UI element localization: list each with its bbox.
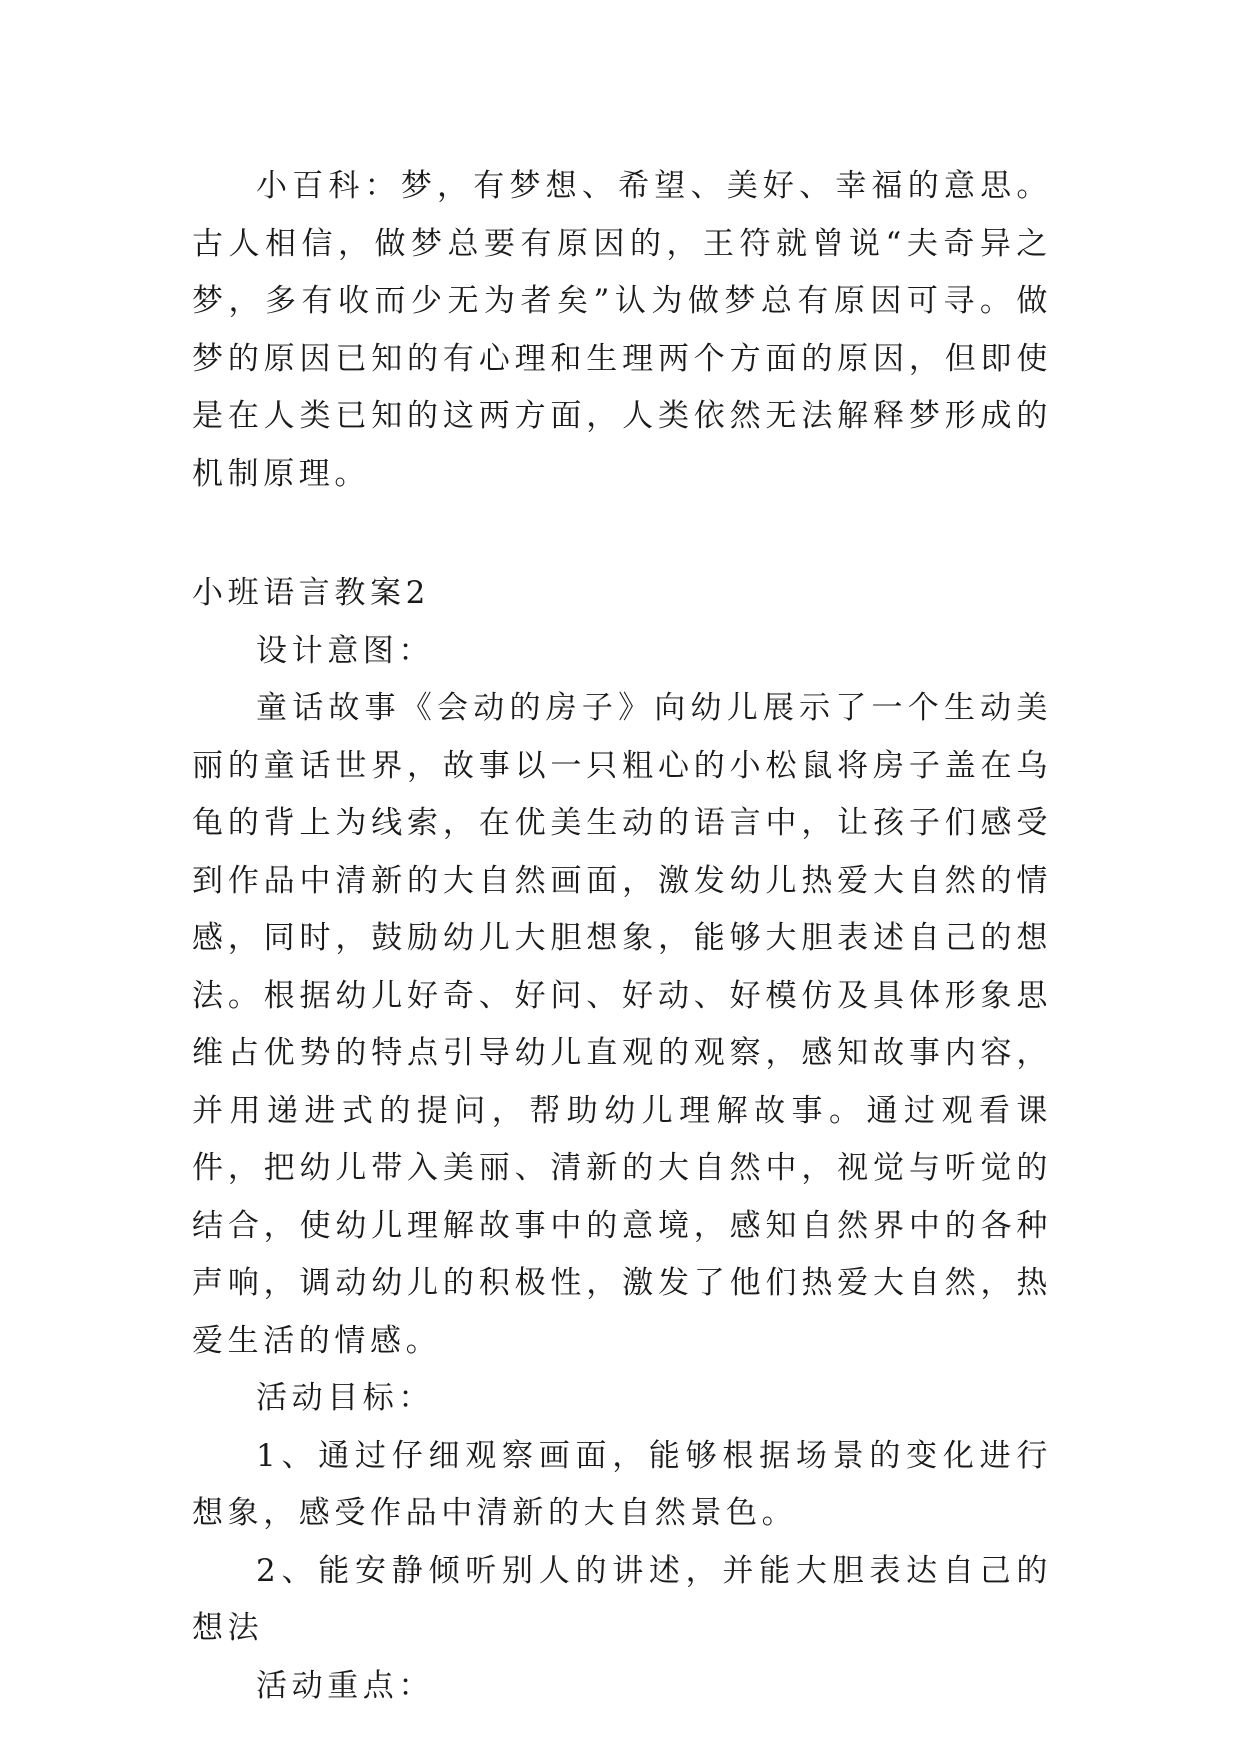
document-body bbox=[192, 158, 1052, 1715]
activity-focus-label: 活动重点： bbox=[256, 1667, 434, 1704]
design-intent-label: 设计意图： bbox=[256, 632, 434, 669]
activity-goal-2: 2、能安静倾听别人的讲述，并能大胆表达自己的想法 bbox=[192, 1552, 1052, 1646]
activity-goals-label: 活动目标： bbox=[256, 1380, 434, 1416]
design-intent-paragraph: 童话故事《会动的房子》向幼儿展示了一个生动美丽的童话世界，故事以一只粗心的小松鼠将房子盖在乌龟的背上为线索，在优美生动的语言中，让孩子们感受到作品中清新的大自然画面，激发幼儿热爱大自然的情感，同时，鼓励幼儿大胆想象，能够大胆表述自己的想法。根据幼儿好奇、好问、好动、好模仿及具体形象思维占优势的特点引导幼儿直观的观察，感知故事内容，并用递进式的提问，帮助幼儿理解故事。通过观看课件，把幼儿带入美丽、清新的大自然中，视觉与听觉的结合，使幼儿理解故事中的意境，感知自然界中的各种声响，调动幼儿的积极性，激发了他们热爱大自然，热爱生活的情感。 bbox=[192, 690, 1052, 1359]
activity-goal-1: 1、通过仔细观察画面，能够根据场景的变化进行想象，感受作品中清新的大自然景色。 bbox=[192, 1437, 1052, 1531]
section-heading: 小班语言教案2 bbox=[192, 575, 430, 611]
encyclopedia-paragraph: 小百科：梦，有梦想、希望、美好、幸福的意思。古人相信，做梦总要有原因的，王符就曾说“夫奇异之梦，多有收而少无为者矣”认为做梦总有原因可寻。做梦的原因已知的有心理和生理两个方面的原因，但即使是在人类已知的这两方面，人类依然无法解释梦形成的机制原理。 bbox=[192, 168, 1052, 492]
